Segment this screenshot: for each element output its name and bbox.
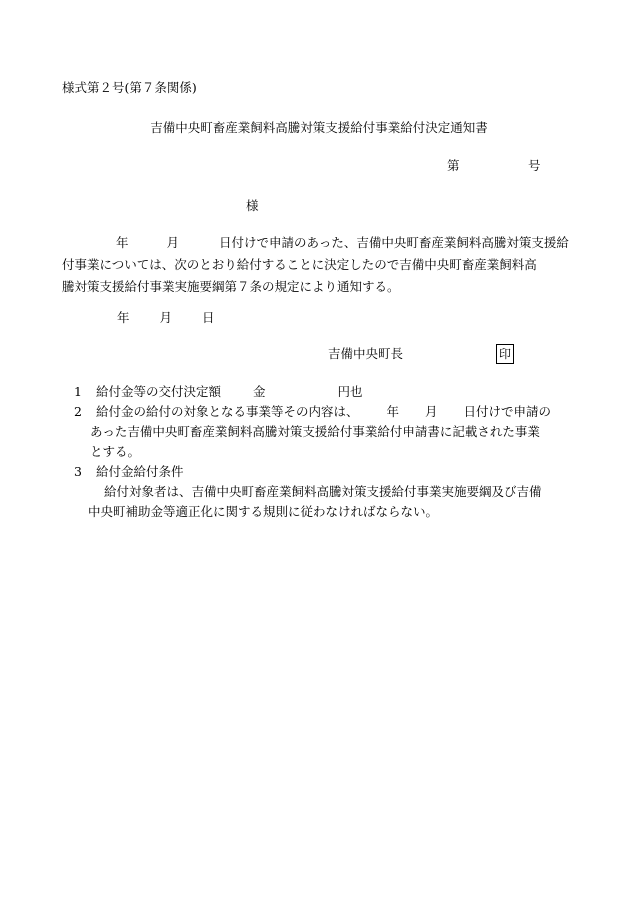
item-list [74, 382, 584, 522]
form-number: 様式第２号(第７条関係) [62, 80, 197, 95]
body-line-3: 騰対策支援給付事業実施要綱第７条の規定により通知する。 [62, 279, 400, 294]
addressee-honorific: 様 [246, 198, 259, 213]
item-1-number: 1 [74, 384, 82, 399]
issue-date-day: 日 [202, 310, 215, 325]
body-year: 年 [116, 235, 129, 250]
seal-mark: 印 [496, 344, 514, 364]
item-3-label: 給付金給付条件 [96, 464, 184, 479]
item-3 [74, 462, 584, 482]
issue-date-month: 月 [159, 310, 173, 325]
item-1-kin: 金 [253, 384, 266, 399]
item-3-line-2: 中央町補助金等適正化に関する規則に従わなければならない。 [88, 504, 439, 519]
item-2-year: 年 [386, 404, 400, 419]
item-3-line-1: 給付対象者は、吉備中央町畜産業飼料高騰対策支援給付事業実施要綱及び吉備 [104, 484, 542, 499]
body-paragraph [62, 232, 582, 298]
item-1-label: 給付金等の交付決定額 [96, 384, 222, 399]
issue-date [117, 308, 215, 328]
issuer-title: 吉備中央町長 [328, 346, 404, 361]
doc-number-suffix: 号 [528, 158, 541, 173]
item-3-number: 3 [74, 464, 82, 479]
body-line-1-text: 日付けで申請のあった、吉備中央町畜産業飼料高騰対策支援給 [219, 235, 569, 250]
item-1 [74, 382, 584, 402]
issue-date-year: 年 [117, 310, 130, 325]
item-1-yen: 円也 [337, 384, 363, 399]
item-2-text-b: 日付けで申請の [463, 404, 552, 419]
item-2 [74, 402, 584, 422]
item-2-number: 2 [74, 404, 82, 419]
body-line-2: 付事業については、次のとおり給付することに決定したので吉備中央町畜産業飼料高 [62, 257, 537, 272]
item-2-text-a: 給付金の給付の対象となる事業等その内容は、 [96, 404, 359, 419]
body-line-1 [62, 232, 582, 254]
body-month: 月 [166, 235, 180, 250]
document-title: 吉備中央町畜産業飼料高騰対策支援給付事業給付決定通知書 [150, 120, 488, 135]
item-2-line-3: とする。 [90, 444, 141, 459]
item-2-month: 月 [425, 404, 438, 419]
doc-number-prefix: 第 [447, 158, 460, 173]
item-2-line-2: あった吉備中央町畜産業飼料高騰対策支援給付事業給付申請書に記載された事業 [90, 424, 540, 439]
